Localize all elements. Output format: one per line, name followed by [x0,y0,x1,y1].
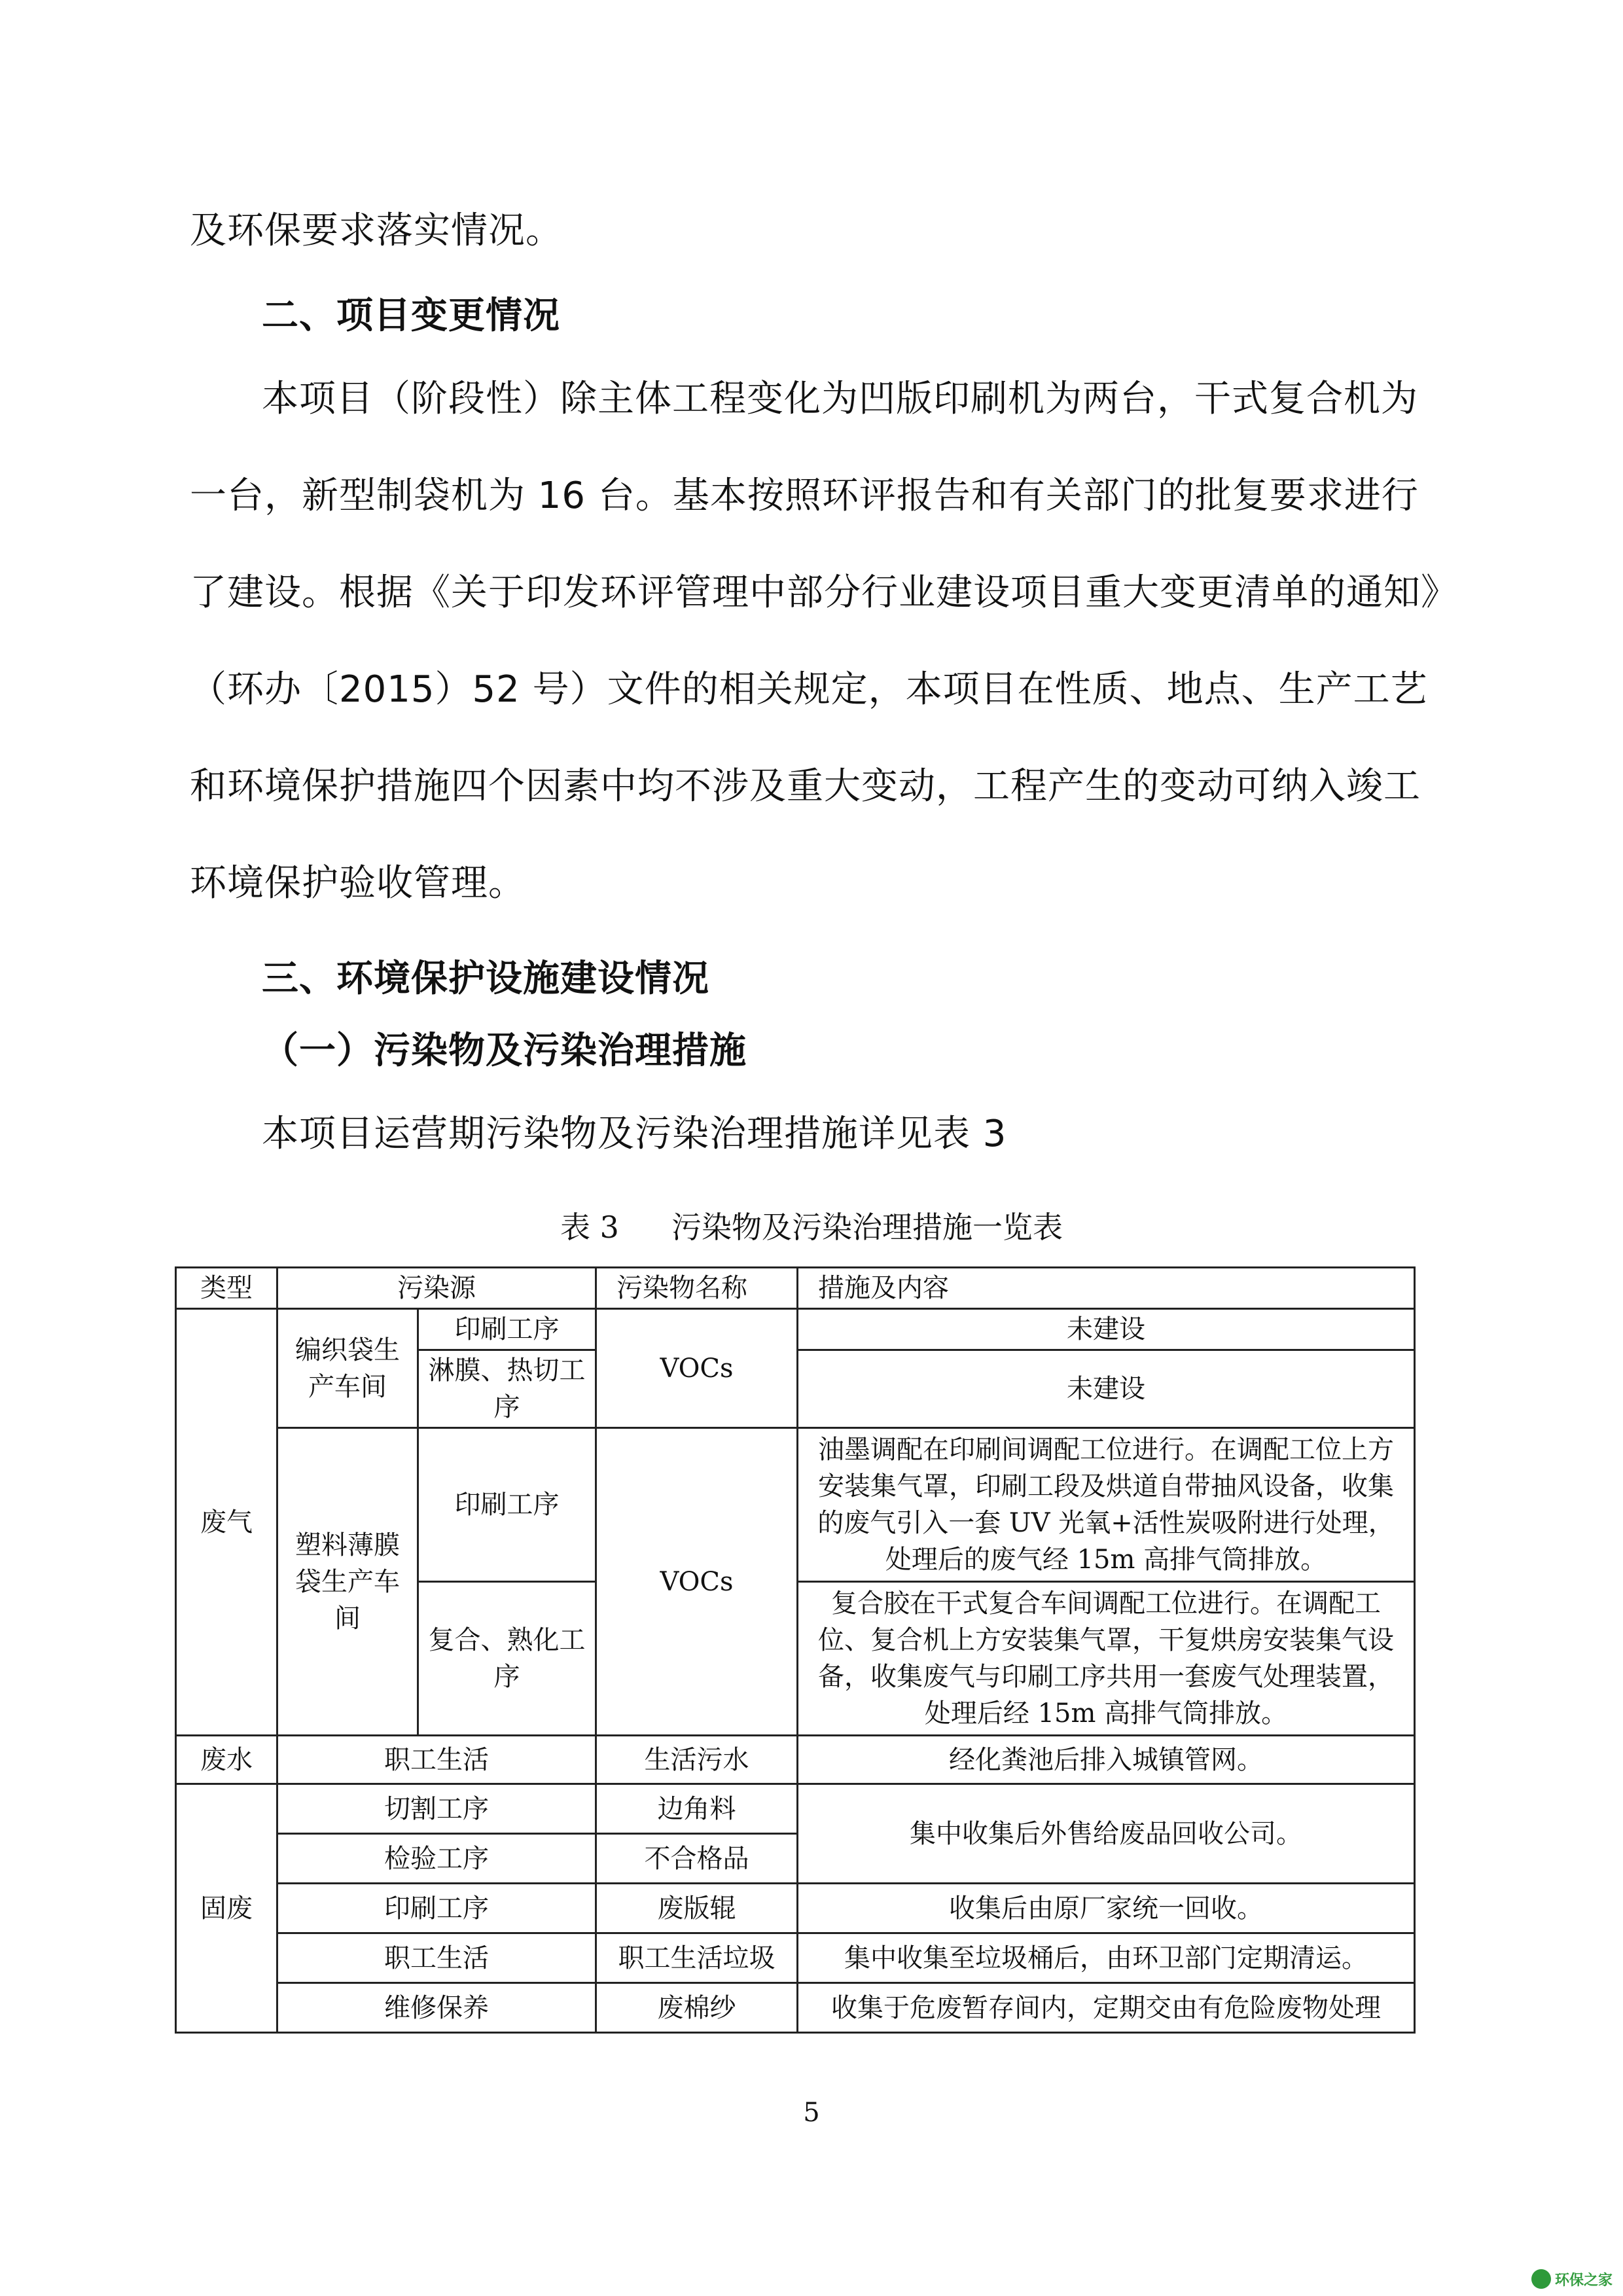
pollutant-cell: VOCs [596,1428,798,1736]
source-woven-workshop: 编织袋生产车间 [277,1309,418,1428]
table-caption [0,1208,1623,1247]
source-cell: 印刷工序 [277,1884,596,1933]
type-cell-waste-water: 废水 [176,1736,277,1784]
measure-cell: 未建设 [798,1350,1415,1428]
pollutant-cell: 废版辊 [596,1884,798,1933]
table-row [176,1884,1415,1933]
header-source: 污染源 [277,1268,596,1309]
source-cell: 职工生活 [277,1933,596,1983]
table-caption-number: 表 3 [560,1210,619,1245]
source-cell: 维修保养 [277,1983,596,2033]
header-pollutant: 污染物名称 [596,1268,798,1309]
paragraph-changes-line-4: （环办〔2015）52 号）文件的相关规定，本项目在性质、地点、生产工艺 [190,668,1428,711]
process-cell: 印刷工序 [418,1309,596,1350]
table-row [176,1933,1415,1983]
paragraph-changes-line-3: 了建设。根据《关于印发环评管理中部分行业建设项目重大变更清单的通知》 [190,571,1458,614]
section-heading-changes: 二、项目变更情况 [262,295,560,337]
measure-cell: 收集于危废暂存间内，定期交由有危险废物处理 [798,1983,1415,2033]
paragraph-changes-line-1: 本项目（阶段性）除主体工程变化为凹版印刷机为两台，干式复合机为 [262,378,1418,420]
subsection-heading-pollutants: （一）污染物及污染治理措施 [262,1030,747,1072]
table-caption-title: 污染物及污染治理措施一览表 [671,1210,1063,1245]
measure-cell: 油墨调配在印刷间调配工位进行。在调配工位上方安装集气罩，印刷工段及烘道自带抽风设备，收集的废气引入一套 UV 光氧+活性炭吸附进行处理，处理后的废气经 15m 高排气筒排放。 [798,1428,1415,1582]
measure-cell: 经化粪池后排入城镇管网。 [798,1736,1415,1784]
pollutant-cell: 职工生活垃圾 [596,1933,798,1983]
type-cell-solid-waste: 固废 [176,1784,277,2033]
table-header-row [176,1268,1415,1309]
paragraph-changes-line-2: 一台，新型制袋机为 16 台。基本按照环评报告和有关部门的批复要求进行 [190,475,1419,517]
watermark-text: 环保之家 [1555,2272,1613,2289]
table-row [176,1784,1415,1834]
source-cell: 检验工序 [277,1834,596,1884]
measure-cell: 未建设 [798,1309,1415,1350]
source-cell: 切割工序 [277,1784,596,1834]
process-cell: 复合、熟化工序 [418,1582,596,1736]
page-number: 5 [803,2098,820,2128]
pollutant-cell: 生活污水 [596,1736,798,1784]
pollutant-cell: 废棉纱 [596,1983,798,2033]
source-cell: 职工生活 [277,1736,596,1784]
pollutant-cell: 边角料 [596,1784,798,1834]
header-measure: 措施及内容 [798,1268,1415,1309]
source-film-workshop: 塑料薄膜袋生产车间 [277,1428,418,1736]
table-row [176,1983,1415,2033]
pollution-measures-table [175,1266,1416,2034]
paragraph-intro-end: 及环保要求落实情况。 [190,209,563,252]
pollutant-cell: 不合格品 [596,1834,798,1884]
paragraph-changes-line-6: 环境保护验收管理。 [190,862,526,905]
paragraph-table-reference: 本项目运营期污染物及污染治理措施详见表 3 [262,1113,1007,1155]
measure-cell: 集中收集后外售给废品回收公司。 [798,1784,1415,1884]
measure-cell: 收集后由原厂家统一回收。 [798,1884,1415,1933]
type-cell-waste-gas: 废气 [176,1309,277,1736]
section-heading-facilities: 三、环境保护设施建设情况 [262,958,709,1000]
paragraph-changes-line-5: 和环境保护措施四个因素中均不涉及重大变动，工程产生的变动可纳入竣工 [190,765,1421,808]
table-row [176,1736,1415,1784]
measure-cell: 集中收集至垃圾桶后，由环卫部门定期清运。 [798,1933,1415,1983]
process-cell: 淋膜、热切工序 [418,1350,596,1428]
pollutant-cell: VOCs [596,1309,798,1428]
measure-cell: 复合胶在干式复合车间调配工位进行。在调配工位、复合机上方安装集气罩，干复烘房安装集气设备，收集废气与印刷工序共用一套废气处理装置，处理后经 15m 高排气筒排放。 [798,1582,1415,1736]
leaf-logo-icon [1531,2269,1551,2289]
header-type: 类型 [176,1268,277,1309]
watermark [1531,2266,1616,2292]
process-cell: 印刷工序 [418,1428,596,1582]
table-row [176,1309,1415,1350]
table-row [176,1428,1415,1582]
